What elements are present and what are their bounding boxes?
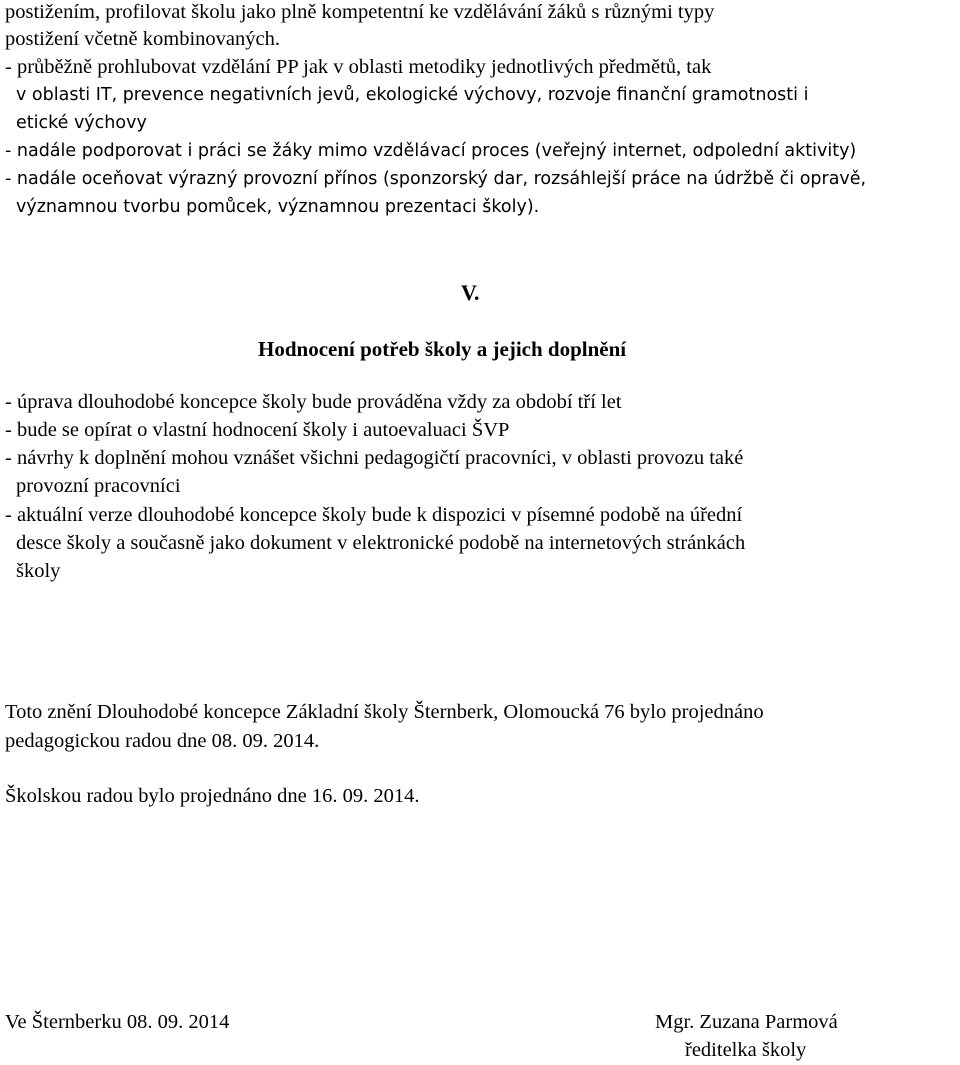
list-item: školy [16,560,61,582]
list-item: - úprava dlouhodobé koncepce školy bude prováděna vždy za období tří let [5,391,622,413]
list-item: - aktuální verze dlouhodobé koncepce školy bude k dispozici v písemné podobě na úřední [5,504,743,526]
intro-line: etické výchovy [16,113,147,133]
intro-line: - nadále oceňovat výrazný provozní přínos (sponzorský dar, rozsáhlejší práce na údržbě či opravě, [5,169,867,189]
approval-line: Školskou radou bylo projednáno dne 16. 09. 2014. [5,785,420,807]
signatory-role: ředitelka školy [685,1039,807,1061]
list-item: - návrhy k doplnění mohou vznášet všichni pedagogičtí pracovníci, v oblasti provozu také [5,447,744,469]
intro-line: postižením, profilovat školu jako plně kompetentní ke vzdělávání žáků s různými typy [5,1,715,23]
approval-line: pedagogickou radou dne 08. 09. 2014. [5,730,320,752]
list-item: - bude se opírat o vlastní hodnocení školy i autoevaluaci ŠVP [5,419,510,441]
intro-line: - nadále podporovat i práci se žáky mimo vzdělávací proces (veřejný internet, odpolední aktivity) [5,141,857,161]
signatory-name: Mgr. Zuzana Parmová [655,1011,838,1033]
approval-line: Toto znění Dlouhodobé koncepce Základní školy Šternberk, Olomoucká 76 bylo projednáno [5,701,764,723]
place-date: Ve Šternberku 08. 09. 2014 [5,1011,230,1033]
intro-line: postižení včetně kombinovaných. [5,28,280,50]
list-item: provozní pracovníci [16,475,181,497]
intro-line: významnou tvorbu pomůcek, významnou prezentaci školy). [16,197,540,217]
list-item: desce školy a současně jako dokument v elektronické podobě na internetových stránkách [16,532,746,554]
intro-line: v oblasti IT, prevence negativních jevů, ekologické výchovy, rozvoje finanční gramotnosti i [16,85,809,105]
intro-line: - průběžně prohlubovat vzdělání PP jak v oblasti metodiky jednotlivých předmětů, tak [5,56,712,78]
section-number: V. [461,280,480,305]
section-title: Hodnocení potřeb školy a jejich doplnění [258,337,627,361]
